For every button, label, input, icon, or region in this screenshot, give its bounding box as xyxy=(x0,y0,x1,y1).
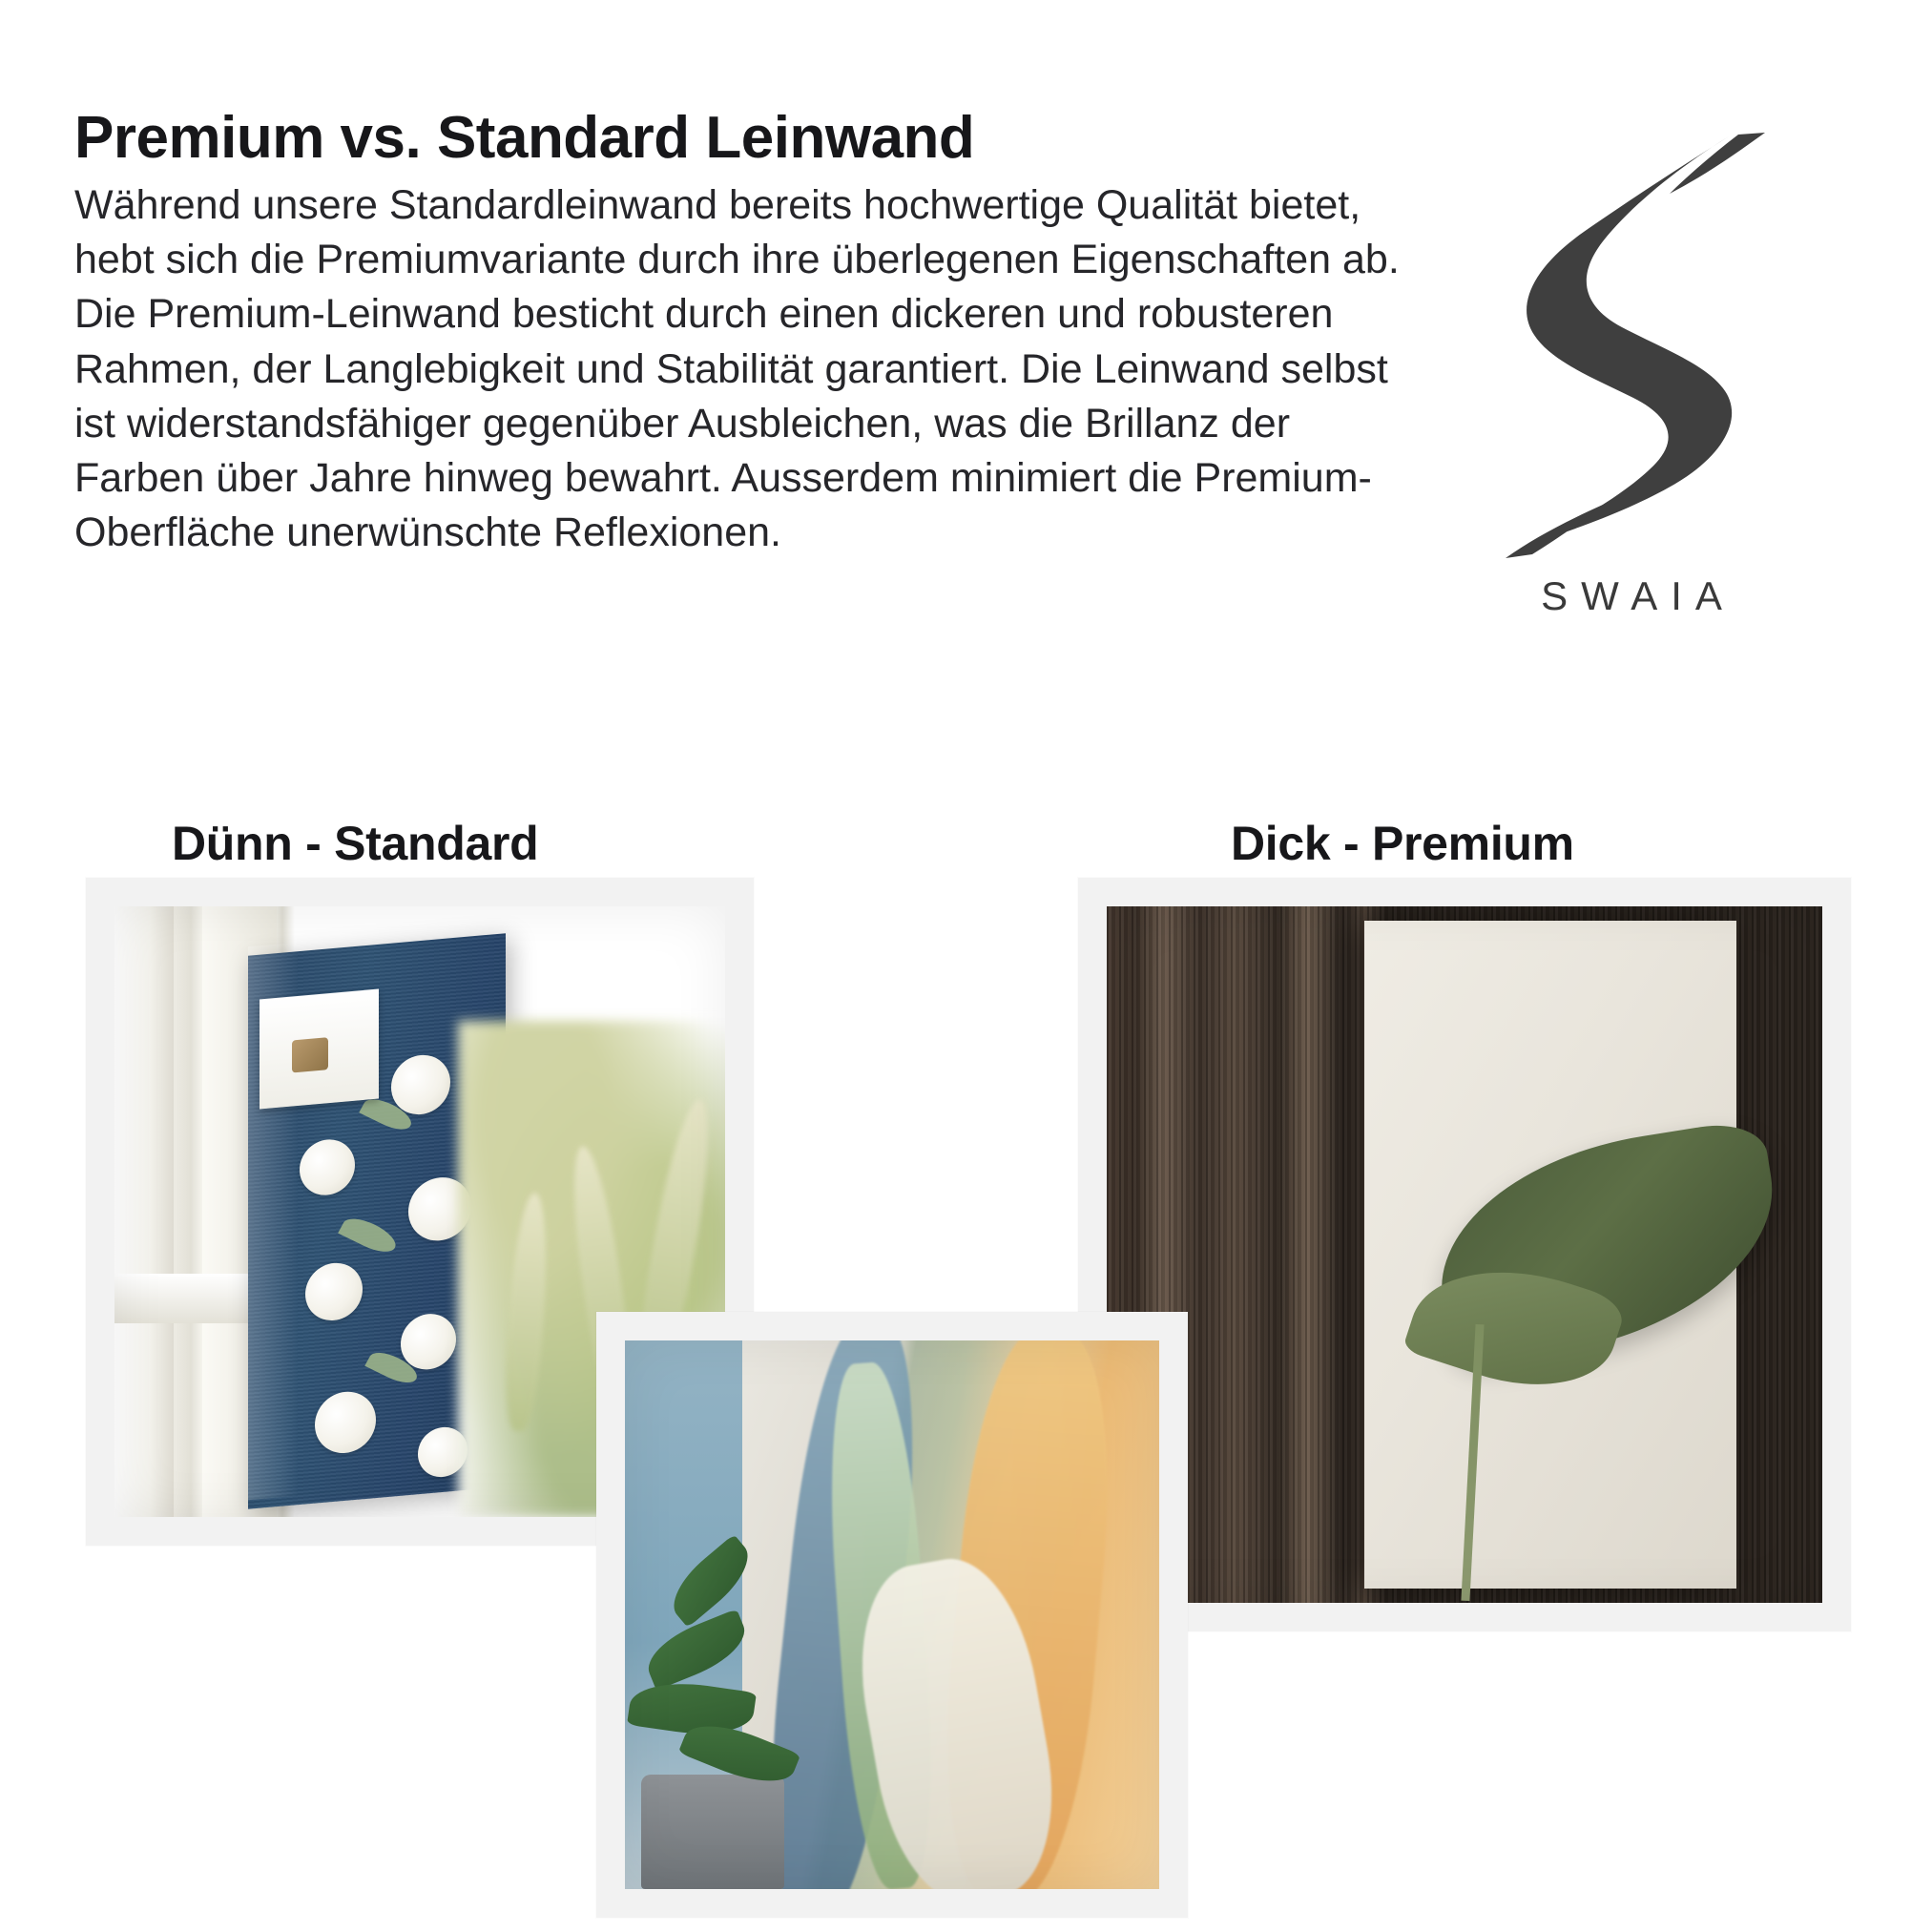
header-block xyxy=(74,107,1429,560)
leaf-motif xyxy=(338,1213,401,1258)
plant-leaf xyxy=(661,1534,761,1628)
flower-motif xyxy=(391,1052,450,1116)
plant-leaf xyxy=(639,1609,754,1691)
flower-motif xyxy=(401,1312,456,1372)
brand-name: SWAIA xyxy=(1541,573,1735,618)
label-premium: Dick - Premium xyxy=(1231,817,1574,870)
swaia-s-swirl-logo-icon xyxy=(1488,129,1775,568)
canvas-corner-tag xyxy=(260,989,379,1110)
page-title: Premium vs. Standard Leinwand xyxy=(74,105,975,171)
canvas-edge-detail-photo xyxy=(625,1340,1159,1889)
intro-paragraph: Während unsere Standardleinwand bereits hochwertige Qualität bietet, hebt sich die Premiumvariante durch ihre überlegenen Eigenschaften ab. Die Premium-Leinwand besticht durch einen dickeren und robusteren Rahmen, der Langlebigkeit und Stabilität garantiert. Die Leinwand selbst ist widerstandsfähiger gegenüber Ausbleichen, was die Brillanz der Farben über Jahre hinweg bewahrt. Ausserdem minimiert die Premium-Oberfläche unerwünschte Reflexionen. xyxy=(74,181,1400,556)
flower-motif xyxy=(315,1389,376,1456)
label-standard: Dünn - Standard xyxy=(172,817,539,870)
flower-motif xyxy=(300,1137,355,1197)
center-photo-card xyxy=(596,1312,1188,1918)
premium-photo-card xyxy=(1078,878,1851,1631)
flower-motif xyxy=(305,1260,363,1322)
potted-plant xyxy=(625,1522,816,1798)
shelf-slat xyxy=(114,906,174,1517)
premium-canvas-photo xyxy=(1107,906,1822,1603)
brand-logo xyxy=(1474,129,1789,619)
